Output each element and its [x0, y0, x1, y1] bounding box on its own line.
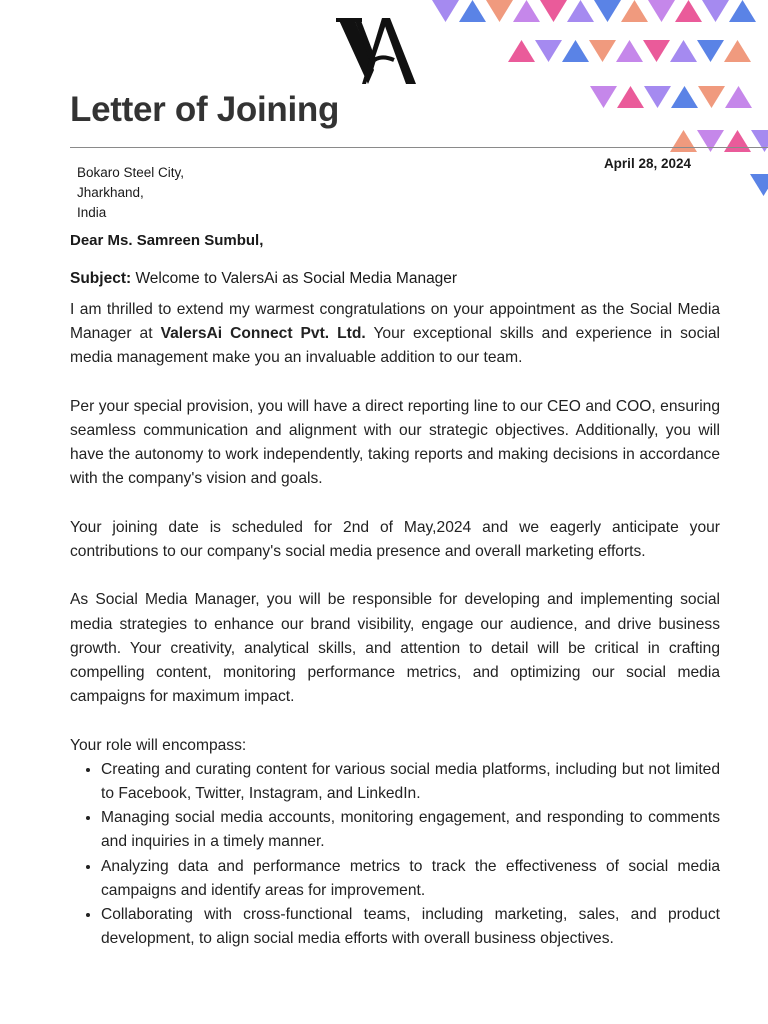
decorative-triangle [648, 0, 675, 22]
decorative-triangle [617, 86, 644, 108]
paragraph-text: Your exceptional skills and experience in social media management make you an invaluable addition to our team. [70, 325, 720, 367]
triangle-pattern-icon [420, 0, 768, 210]
decorative-triangle [751, 130, 768, 152]
decorative-triangle [590, 86, 617, 108]
decorative-triangle [729, 0, 756, 22]
list-item: • Collaborating with cross-functional teams, including marketing, sales, and product development, to align social media efforts with overall business objectives. [101, 903, 720, 951]
decorative-triangle [702, 0, 729, 22]
decorative-triangle [644, 86, 671, 108]
subject-text: Welcome to ValersAi as Social Media Manager [131, 270, 458, 287]
decorative-triangle [540, 0, 567, 22]
decorative-triangle [724, 130, 751, 152]
decorative-triangle [698, 86, 725, 108]
decorative-triangle [697, 130, 724, 152]
list-item: • Managing social media accounts, monitoring engagement, and responding to comments and inquiries in a timely manner. [101, 806, 720, 854]
decorative-triangle [643, 40, 670, 62]
role-list [70, 758, 720, 952]
address-line: Jharkhand, [77, 185, 144, 200]
paragraph-reporting: Per your special provision, you will have a direct reporting line to our CEO and COO, ensuring seamless communication and alignment with our strategic objectives. Additionally, you will have the autonomy to work independently, taking reports and making decisions in accordance with the company's vision and goals. [70, 397, 720, 488]
decorative-triangle [486, 0, 513, 22]
decorative-triangle [697, 40, 724, 62]
paragraph-joining-date: Your joining date is scheduled for 2nd of May,2024 and we eagerly anticipate your contributions to our company's social media presence and overall marketing efforts. [70, 518, 720, 560]
decorative-triangle [535, 40, 562, 62]
salutation: Dear Ms. Samreen Sumbul, [70, 232, 264, 249]
decorative-triangle [567, 0, 594, 22]
paragraph-text: I am thrilled to extend my warmest congratulations on your appointment as the Social Media Manager at [70, 301, 720, 343]
company-name: ValersAi Connect Pvt. Ltd. [160, 325, 366, 343]
role-intro: Your role will encompass: [70, 736, 247, 754]
decorative-triangle [594, 0, 621, 22]
decorative-triangle [725, 86, 752, 108]
letter-date: April 28, 2024 [603, 156, 691, 171]
decorative-triangle [508, 40, 535, 62]
decorative-triangle [671, 86, 698, 108]
paragraph-responsibilities: As Social Media Manager, you will be responsible for developing and implementing social media strategies to enhance our brand visibility, engage our audience, and drive business growth. Your creativity, analytical skills, and attention to detail will be critical in crafting compelling content, monitoring performance metrics, and optimizing our social media campaigns for maximum impact. [70, 591, 720, 706]
decorative-triangle [459, 0, 486, 22]
letter-body [70, 298, 720, 951]
decorative-triangle [589, 40, 616, 62]
page-title: Letter of Joining [70, 90, 340, 129]
list-item: • Creating and curating content for various social media platforms, including but not limited to Facebook, Twitter, Instagram, and LinkedIn. [101, 758, 720, 806]
va-logo-icon [336, 14, 418, 86]
decorative-triangle [750, 174, 768, 196]
decorative-triangle [670, 40, 697, 62]
decorative-triangle [513, 0, 540, 22]
decorative-triangle [562, 40, 589, 62]
list-item: • Analyzing data and performance metrics to track the effectiveness of social media campaigns and identify areas for improvement. [101, 855, 720, 903]
address-line: India [77, 205, 107, 220]
address-block [77, 163, 184, 223]
header-divider [70, 147, 768, 148]
decorative-triangle [670, 130, 697, 152]
decorative-triangle [432, 0, 459, 22]
subject-line [70, 270, 457, 288]
decorative-triangle [621, 0, 648, 22]
decorative-triangle [675, 0, 702, 22]
decorative-triangle [724, 40, 751, 62]
paragraph-appointment [70, 298, 720, 371]
decorative-triangle [616, 40, 643, 62]
subject-label: Subject: [70, 270, 132, 287]
address-line: Bokaro Steel City, [77, 165, 185, 180]
